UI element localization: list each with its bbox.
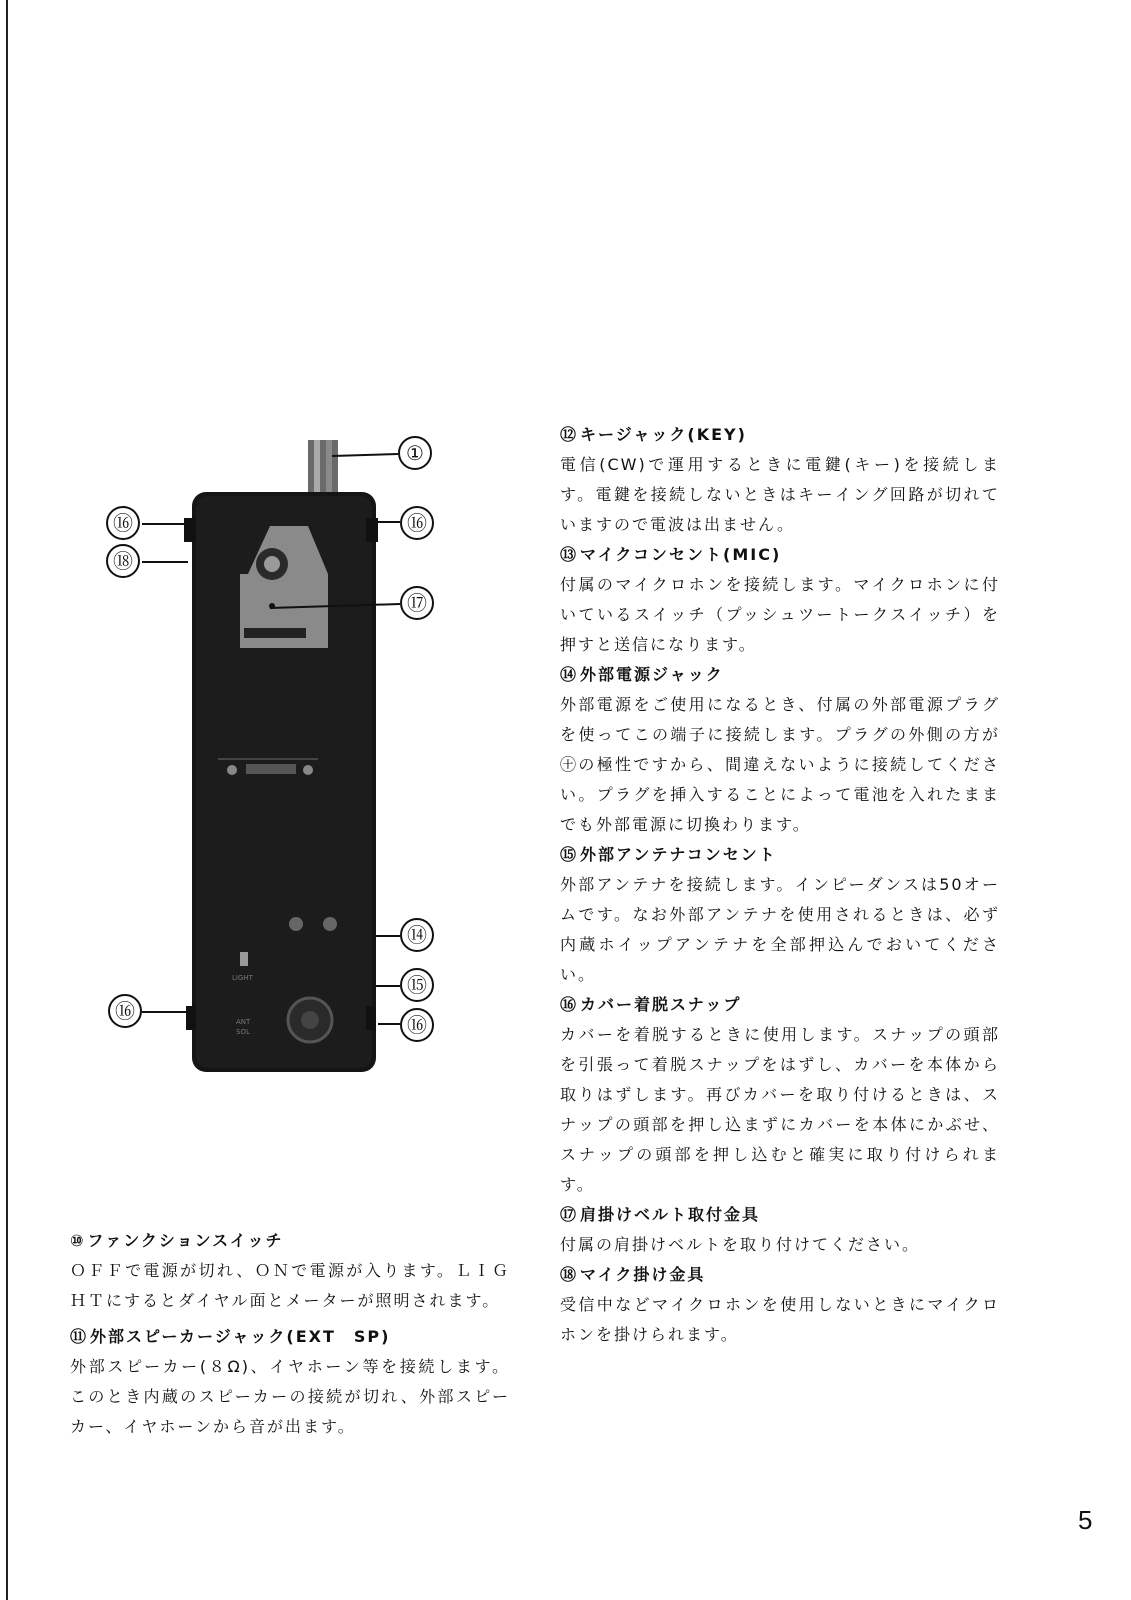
screw-right [303,765,313,775]
item-heading [560,1260,1000,1290]
item-body: 付属のマイクロホンを接続します。マイクロホンに付いているスイッチ（プッシュツートークスイッチ）を押すと送信になります。 [560,575,1000,654]
callout-17: ⑰ [400,586,434,620]
item-body: 受信中などマイクロホンを使用しないときにマイクロホンを掛けられます。 [560,1295,1000,1344]
leader-line [332,454,398,456]
item-heading [560,1200,1000,1230]
item-title: 外部電源ジャック [580,665,724,684]
page-number: 5 [1078,1505,1093,1535]
jack-label-2: SOL [236,1028,250,1036]
jack-label-1: ANT [236,1018,251,1026]
snap-top-right [366,518,378,542]
callout-16-top-left: ⑯ [106,506,140,540]
item-number: ⑰ [560,1205,579,1224]
item-heading [560,540,1000,570]
item-number: ⑫ [560,425,579,444]
item-title: 外部アンテナコンセント [580,845,777,864]
item-ext-power-jack [560,660,1000,840]
item-mic-hook [560,1260,1000,1350]
jack-ext-power [289,917,303,931]
device-illustration [100,440,440,1080]
item-heading [70,1322,510,1352]
item-number: ⑮ [560,845,579,864]
item-title: カバー着脱スナップ [580,995,742,1014]
screw-left [227,765,237,775]
item-body: ＯＦＦで電源が切れ、ＯＮで電源が入ります。ＬＩＧＨＴにするとダイヤル面とメーターが照明されます。 [70,1261,510,1310]
side-switch-label: LIGHT [232,974,253,982]
item-body: 外部アンテナを接続します。インピーダンスは50オームです。なお外部アンテナを使用されるときは、必ず内蔵ホイップアンテナを全部押込んでおいてください。 [560,875,1000,984]
item-title: 肩掛けベルト取付金具 [580,1205,761,1224]
item-heading [560,660,1000,690]
callout-15: ⑮ [400,968,434,1002]
item-number: ⑩ [70,1231,86,1250]
snap-top-left [184,518,196,542]
right-column [560,420,1000,1350]
item-strap-bracket [560,1200,1000,1260]
item-number: ⑯ [560,995,579,1014]
item-body: 外部電源をご使用になるとき、付属の外部電源プラグを使ってこの端子に接続します。プラグの外側の方が㊉の極性ですから、間違えないように接続してください。プラグを挿入することによって電池を入れたままでも外部電源に切換わります。 [560,695,1000,834]
item-title: ファンクションスイッチ [87,1231,284,1250]
callout-1: ① [398,436,432,470]
callout-18: ⑱ [106,544,140,578]
snap-bottom-left [186,1006,196,1030]
item-body: カバーを着脱するときに使用します。スナップの頭部を引張って着脱スナップをはずし、カバーを本体から取りはずします。再びカバーを取り付けるときは、スナップの頭部を押し込まずにカバーを本体にかぶせ、スナップの頭部を押し込むと確実に取り付けられます。 [560,1025,1000,1194]
callout-16-top-right: ⑯ [400,506,434,540]
item-body: 付属の肩掛けベルトを取り付けてください。 [560,1235,921,1254]
callout-14: ⑭ [400,918,434,952]
item-title: マイクコンセント(MIC) [580,545,782,564]
item-ext-antenna-connector [560,840,1000,990]
item-heading [70,1226,510,1256]
item-heading [560,420,1000,450]
item-body: 電信(CW)で運用するときに電鍵(キー)を接続します。電鍵を接続しないときはキーイング回路が切れていますので電波は出ません。 [560,455,1000,534]
left-column [70,1226,510,1442]
item-body: 外部スピーカー(８Ω)、イヤホーン等を接続します。このとき内蔵のスピーカーの接続が切れ、外部スピーカー、イヤホーンから音が出ます。 [70,1357,510,1436]
snap-bottom-right [366,1006,376,1030]
item-title: 外部スピーカージャック(EXT SP) [90,1327,391,1346]
item-ext-speaker-jack [70,1322,510,1442]
side-switch [240,952,248,966]
item-title: キージャック(KEY) [580,425,747,444]
item-cover-snap [560,990,1000,1200]
page-edge-line [6,0,8,1600]
item-number: ⑪ [70,1327,89,1346]
callout-16-bottom-right: ⑯ [400,1008,434,1042]
item-heading [560,840,1000,870]
item-mic-connector [560,540,1000,660]
item-function-switch [70,1226,510,1316]
item-heading [560,990,1000,1020]
callout-16-bottom-left: ⑯ [108,994,142,1028]
item-key-jack [560,420,1000,540]
item-number: ⑱ [560,1265,579,1284]
device-figure [100,440,440,1080]
jack-ext-power-2 [323,917,337,931]
item-title: マイク掛け金具 [580,1265,706,1284]
item-number: ⑭ [560,665,579,684]
item-number: ⑬ [560,545,579,564]
